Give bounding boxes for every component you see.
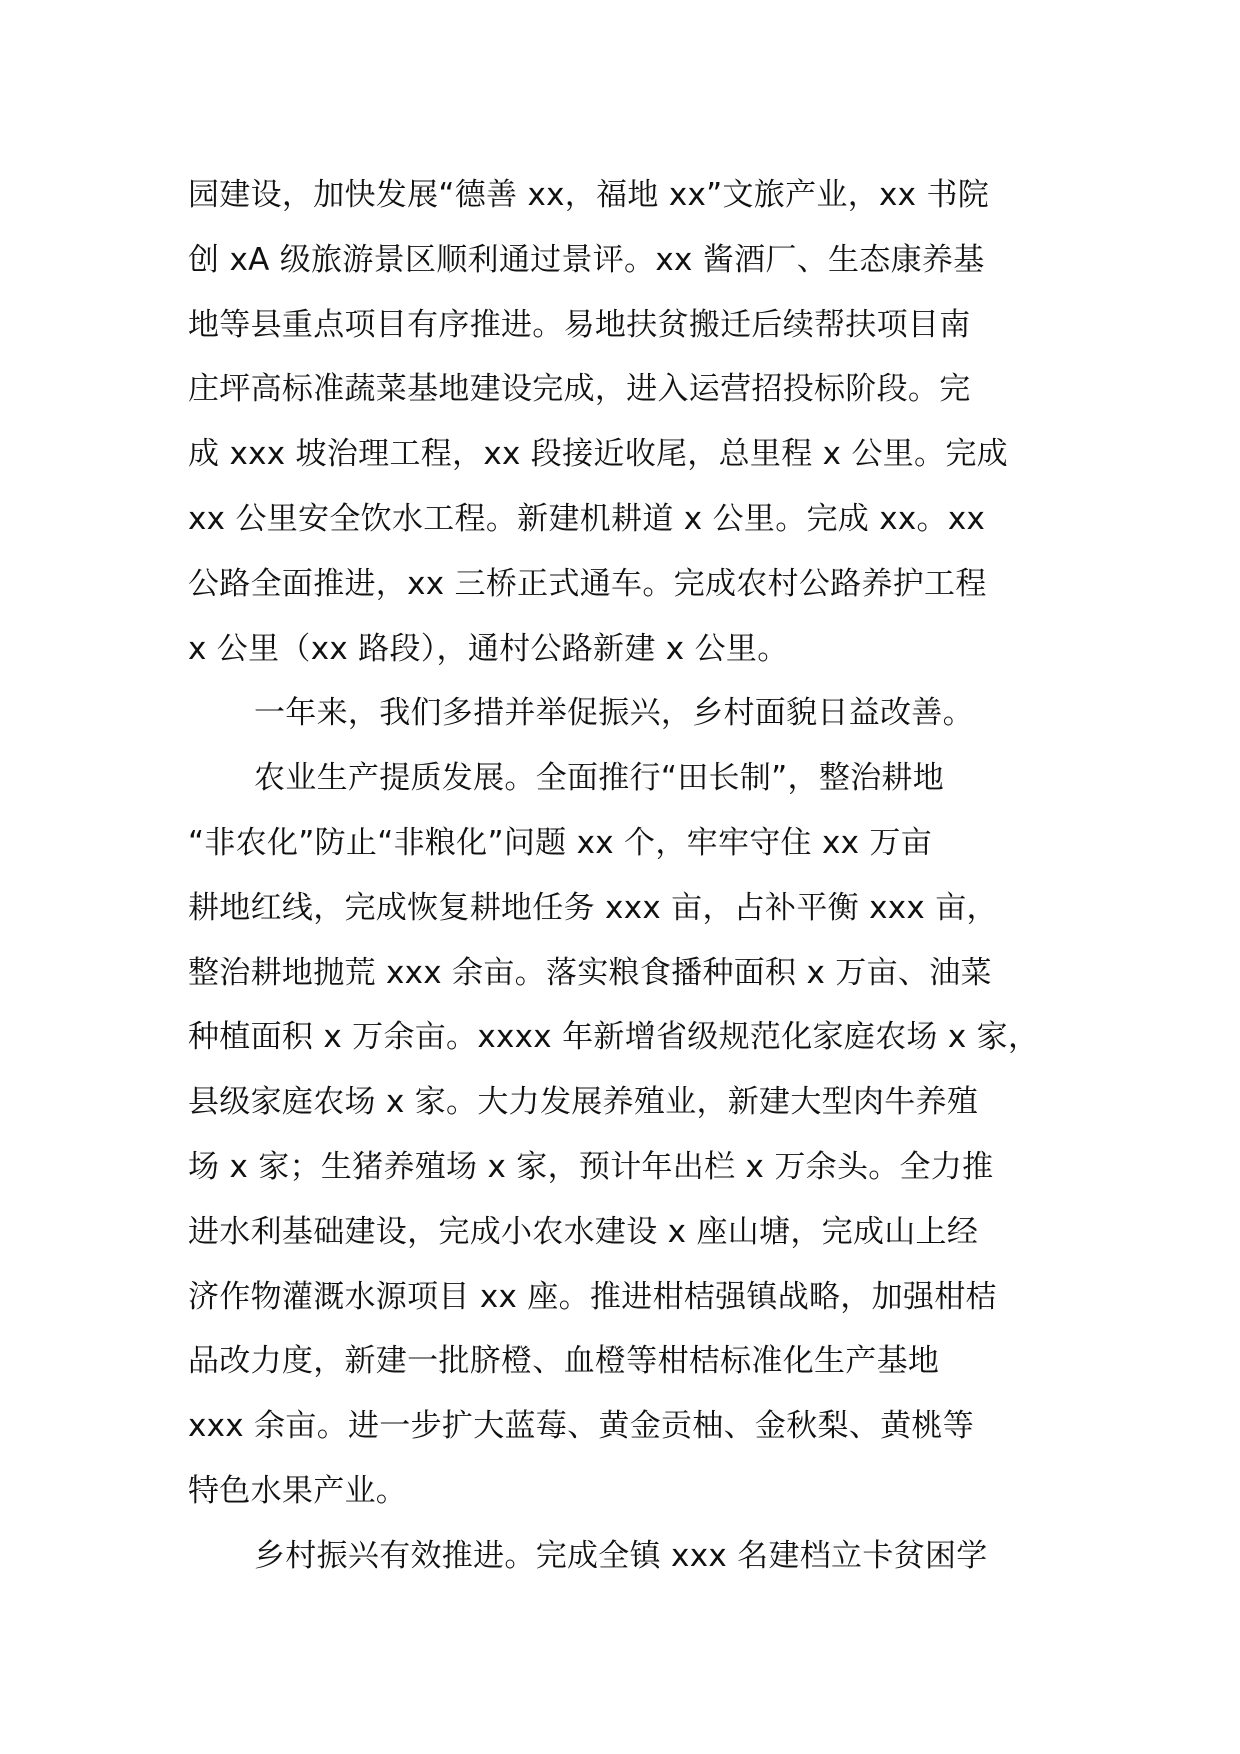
text-line: 园建设，加快发展“德善 xx，福地 xx”文旅产业，xx 书院: [188, 177, 990, 213]
text-line: 整治耕地抛荒 xxx 余亩。落实粮食播种面积 x 万亩、油菜: [188, 954, 992, 991]
text-line: xxx 余亩。进一步扩大蓝莓、黄金贡柚、金秋梨、黄桃等: [188, 1408, 974, 1445]
text-line: 耕地红线，完成恢复耕地任务 xxx 亩，占补平衡 xxx 亩，: [188, 889, 998, 926]
text-line: 成 xxx 坡治理工程，xx 段接近收尾，总里程 x 公里。完成: [188, 436, 1008, 473]
text-line: “非农化”防止“非粮化”问题 xx 个，牢牢守住 xx 万亩: [188, 824, 933, 861]
text-line: x 公里（xx 路段），通村公路新建 x 公里。: [188, 630, 789, 667]
paragraph-first-line: 一年来，我们多措并举促振兴，乡村面貌日益改善。: [254, 695, 974, 732]
text-line: 进水利基础建设，完成小农水建设 x 座山塘，完成山上经: [188, 1213, 979, 1250]
paragraph-first-line: 乡村振兴有效推进。完成全镇 xxx 名建档立卡贫困学: [254, 1537, 988, 1574]
text-line: 地等县重点项目有序推进。易地扶贫搬迁后续帮扶项目南: [188, 306, 971, 343]
text-line: 品改力度，新建一批脐橙、血橙等柑桔标准化生产基地: [188, 1343, 940, 1380]
text-line: 场 x 家；生猪养殖场 x 家，预计年出栏 x 万余头。全力推: [188, 1148, 994, 1185]
text-line: 种植面积 x 万余亩。xxxx 年新增省级规范化家庭农场 x 家，: [188, 1019, 1040, 1056]
text-line: 济作物灌溉水源项目 xx 座。推进柑桔强镇战略，加强柑桔: [188, 1278, 997, 1315]
text-line: 特色水果产业。: [188, 1472, 408, 1509]
text-line: 庄坪高标准蔬菜基地建设完成，进入运营招投标阶段。完: [188, 371, 971, 408]
text-line: 县级家庭农场 x 家。大力发展养殖业，新建大型肉牛养殖: [188, 1084, 979, 1121]
text-line: 公路全面推进，xx 三桥正式通车。完成农村公路养护工程: [188, 565, 987, 602]
text-line: xx 公里安全饮水工程。新建机耕道 x 公里。完成 xx。xx: [188, 500, 986, 537]
paragraph-first-line: 农业生产提质发展。全面推行“田长制”，整治耕地: [254, 760, 945, 797]
document-body: [188, 163, 1088, 1589]
text-line: 创 xA 级旅游景区顺利通过景评。xx 酱酒厂、生态康养基: [188, 241, 985, 278]
